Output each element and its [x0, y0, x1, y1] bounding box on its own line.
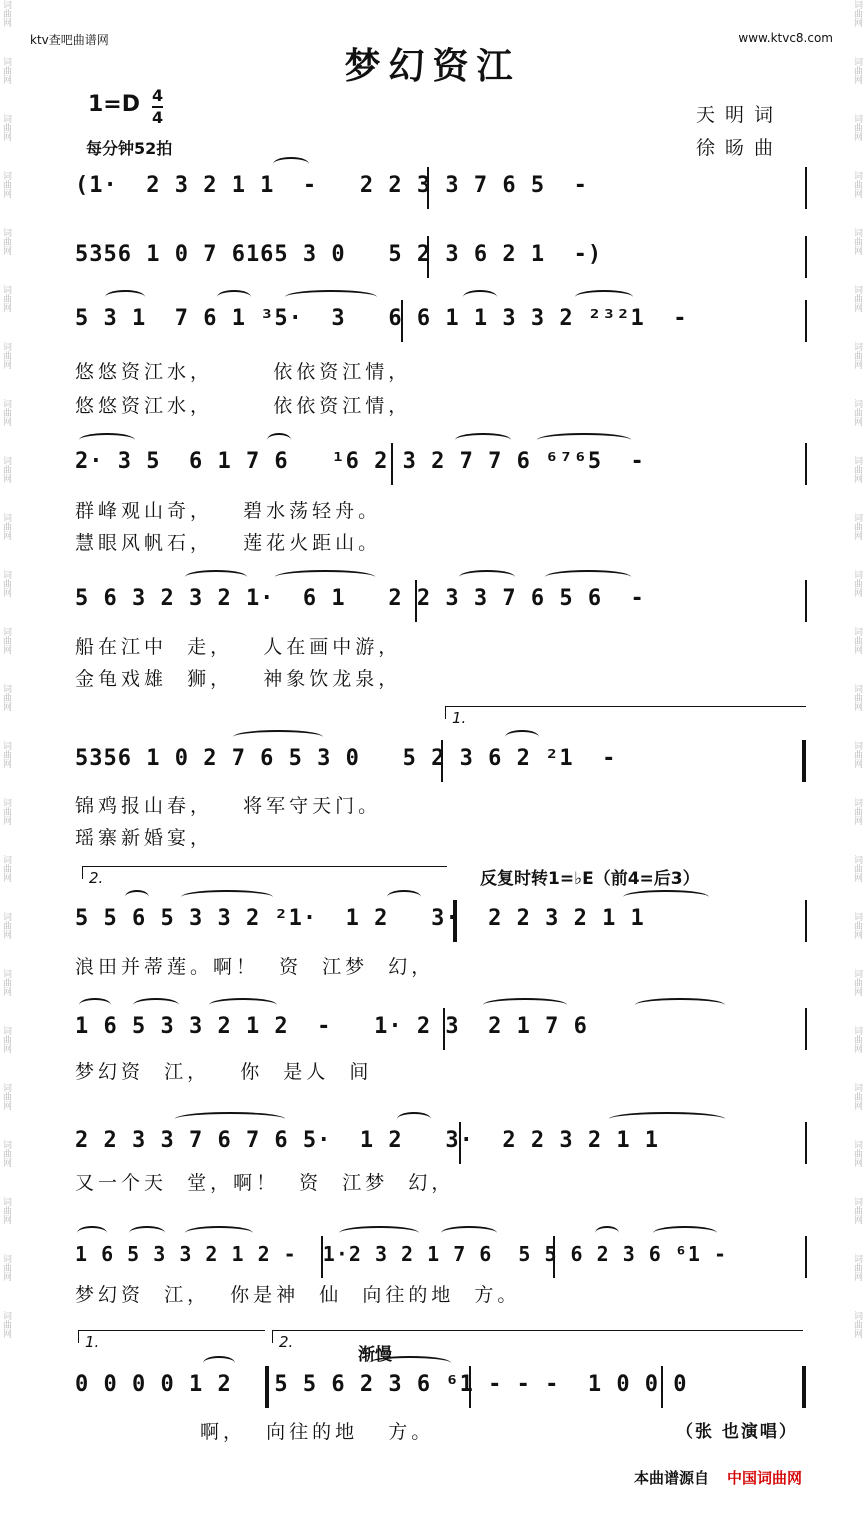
- lyric-line: 金龟戏雄 狮， 神象饮龙泉，: [75, 668, 402, 690]
- notation-line: 5356 1 0 2 7 6 5 3 0 5 2 3 6 2 ²1 -: [75, 746, 617, 771]
- watermark-text: 词曲网: [852, 1311, 862, 1338]
- watermark-strip-left: [0, 0, 14, 1515]
- watermark-text: 词曲网: [1, 1140, 11, 1167]
- watermark-text: 词曲网: [1, 1197, 11, 1224]
- lyricist-credit: 天明词: [696, 104, 784, 126]
- watermark-text: 词曲网: [852, 456, 862, 483]
- watermark-text: 词曲网: [852, 1254, 862, 1281]
- watermark-text: 词曲网: [852, 57, 862, 84]
- watermark-text: 词曲网: [1, 1026, 11, 1053]
- site-name-left: ktv查吧曲谱网: [30, 33, 109, 47]
- watermark-text: 词曲网: [1, 627, 11, 654]
- watermark-text: 词曲网: [1, 741, 11, 768]
- lyric-line: 悠悠资江水， 依依资江情，: [75, 361, 412, 383]
- lyric-line: 梦幻资 江， 你是神 仙 向往的地 方。: [75, 1284, 521, 1306]
- watermark-text: 词曲网: [852, 114, 862, 141]
- first-ending-label: 1.: [452, 709, 467, 727]
- footer-source: [634, 1467, 802, 1488]
- lyric-line: 锦鸡报山春， 将军守天门。: [75, 795, 382, 817]
- notation-line: 5 3 1 7 6 1 ³5· 3 6 6 1 1 3 3 2 ²³²1 -: [75, 306, 688, 331]
- site-url-right: www.ktvc8.com: [738, 31, 833, 45]
- time-numerator: 4: [152, 86, 164, 105]
- score-row: [75, 167, 810, 215]
- notation-line: (1· 2 3 2 1 1 - 2 2 3 3 7 6 5 -: [75, 173, 588, 198]
- key-signature: 1=D: [88, 92, 141, 117]
- watermark-text: 词曲网: [852, 1083, 862, 1110]
- watermark-strip-right: [851, 0, 865, 1515]
- watermark-text: 词曲网: [1, 57, 11, 84]
- tempo-marking: 每分钟52拍: [86, 139, 173, 158]
- time-signature: [152, 86, 163, 128]
- ritardando-marking: 渐慢: [358, 1345, 392, 1365]
- first-ending-bracket: [445, 706, 806, 727]
- watermark-text: 词曲网: [852, 171, 862, 198]
- watermark-text: 词曲网: [1, 456, 11, 483]
- score-row: [75, 1236, 810, 1284]
- watermark-text: 词曲网: [1, 114, 11, 141]
- watermark-text: 词曲网: [1, 570, 11, 597]
- notation-line: 1 6 5 3 3 2 1 2 - 1·2 3 2 1 7 6 5 5 6 2 3 6 ⁶1 -: [75, 1242, 728, 1266]
- score-row: [75, 236, 810, 284]
- watermark-text: 词曲网: [1, 285, 11, 312]
- first-ending-label: 1.: [85, 1333, 100, 1351]
- watermark-text: 词曲网: [1, 0, 11, 27]
- song-title: 梦幻资江: [344, 45, 521, 87]
- watermark-text: 词曲网: [852, 1026, 862, 1053]
- footer-brand-link[interactable]: 中国词曲网: [727, 1469, 803, 1487]
- watermark-text: 词曲网: [852, 228, 862, 255]
- second-ending-label: 2.: [89, 869, 104, 887]
- watermark-text: 词曲网: [852, 570, 862, 597]
- watermark-text: 词曲网: [852, 0, 862, 27]
- score-row: [75, 1122, 810, 1170]
- score-row: [75, 1008, 810, 1056]
- notation-line: 0 0 0 0 1 2 5 5 6 2 3 6 ⁶1 - - - 1 0 0 0: [75, 1372, 688, 1397]
- watermark-text: 词曲网: [852, 399, 862, 426]
- lyric-line: 船在江中 走， 人在画中游，: [75, 636, 402, 658]
- watermark-text: 词曲网: [852, 741, 862, 768]
- first-ending-bracket: [78, 1330, 265, 1351]
- watermark-text: 词曲网: [1, 912, 11, 939]
- modulation-note: 反复时转1=♭E（前4=后3）: [480, 869, 700, 889]
- notation-line: 2 2 3 3 7 6 7 6 5· 1 2 3· 2 2 3 2 1 1: [75, 1128, 660, 1153]
- watermark-text: 词曲网: [852, 342, 862, 369]
- composer-credit: 徐旸曲: [696, 137, 784, 159]
- notation-line: 5356 1 0 7 6165 3 0 5 2 3 6 2 1 -): [75, 242, 603, 267]
- time-denominator: 4: [152, 108, 164, 127]
- lyric-line: 瑶寨新婚宴，: [75, 827, 214, 849]
- watermark-text: 词曲网: [1, 399, 11, 426]
- watermark-text: 词曲网: [1, 684, 11, 711]
- lyric-line: 慧眼风帆石， 莲花火距山。: [75, 532, 382, 554]
- second-ending-label: 2.: [279, 1333, 294, 1351]
- watermark-text: 词曲网: [1, 342, 11, 369]
- watermark-text: 词曲网: [1, 855, 11, 882]
- watermark-text: 词曲网: [852, 513, 862, 540]
- watermark-text: 词曲网: [852, 912, 862, 939]
- lyric-line: 啊， 向往的地 方。: [200, 1421, 435, 1443]
- watermark-text: 词曲网: [1, 969, 11, 996]
- lyric-line: 又一个天 堂，啊！ 资 江梦 幻，: [75, 1172, 455, 1194]
- notation-line: 2· 3 5 6 1 7 6 ¹6 2 3 2 7 7 6 ⁶⁷⁶5 -: [75, 449, 645, 474]
- watermark-text: 词曲网: [1, 171, 11, 198]
- lyric-line: 群峰观山奇， 碧水荡轻舟。: [75, 500, 382, 522]
- second-ending-bracket: [82, 866, 447, 887]
- watermark-text: 词曲网: [852, 285, 862, 312]
- watermark-text: 词曲网: [1, 1311, 11, 1338]
- notation-line: 5 5 6 5 3 3 2 ²1· 1 2 3· 2 2 3 2 1 1: [75, 906, 645, 931]
- score-row: [75, 580, 810, 628]
- performer-credit: （张 也演唱）: [676, 1422, 798, 1442]
- lyric-line: 浪田并蒂莲。啊！ 资 江梦 幻，: [75, 956, 435, 978]
- watermark-text: 词曲网: [852, 1140, 862, 1167]
- score-row: [75, 443, 810, 491]
- watermark-text: 词曲网: [1, 228, 11, 255]
- second-ending-bracket: [272, 1330, 803, 1351]
- watermark-text: 词曲网: [852, 798, 862, 825]
- notation-line: 1 6 5 3 3 2 1 2 - 1· 2 3 2 1 7 6: [75, 1014, 588, 1039]
- lyric-line: 悠悠资江水， 依依资江情，: [75, 395, 412, 417]
- watermark-text: 词曲网: [1, 1083, 11, 1110]
- notation-line: 5 6 3 2 3 2 1· 6 1 2 2 3 3 7 6 5 6 -: [75, 586, 645, 611]
- watermark-text: 词曲网: [852, 969, 862, 996]
- watermark-text: 词曲网: [852, 684, 862, 711]
- watermark-text: 词曲网: [1, 1254, 11, 1281]
- score-row: [75, 300, 810, 348]
- watermark-text: 词曲网: [1, 513, 11, 540]
- score-row: [75, 900, 810, 948]
- score-row: [75, 740, 810, 788]
- watermark-text: 词曲网: [852, 855, 862, 882]
- score-row: [75, 1366, 810, 1414]
- lyric-line: 梦幻资 江， 你 是人 间: [75, 1061, 373, 1083]
- footer-source-label: 本曲谱源自: [634, 1469, 710, 1487]
- watermark-text: 词曲网: [1, 798, 11, 825]
- watermark-text: 词曲网: [852, 1197, 862, 1224]
- watermark-text: 词曲网: [852, 627, 862, 654]
